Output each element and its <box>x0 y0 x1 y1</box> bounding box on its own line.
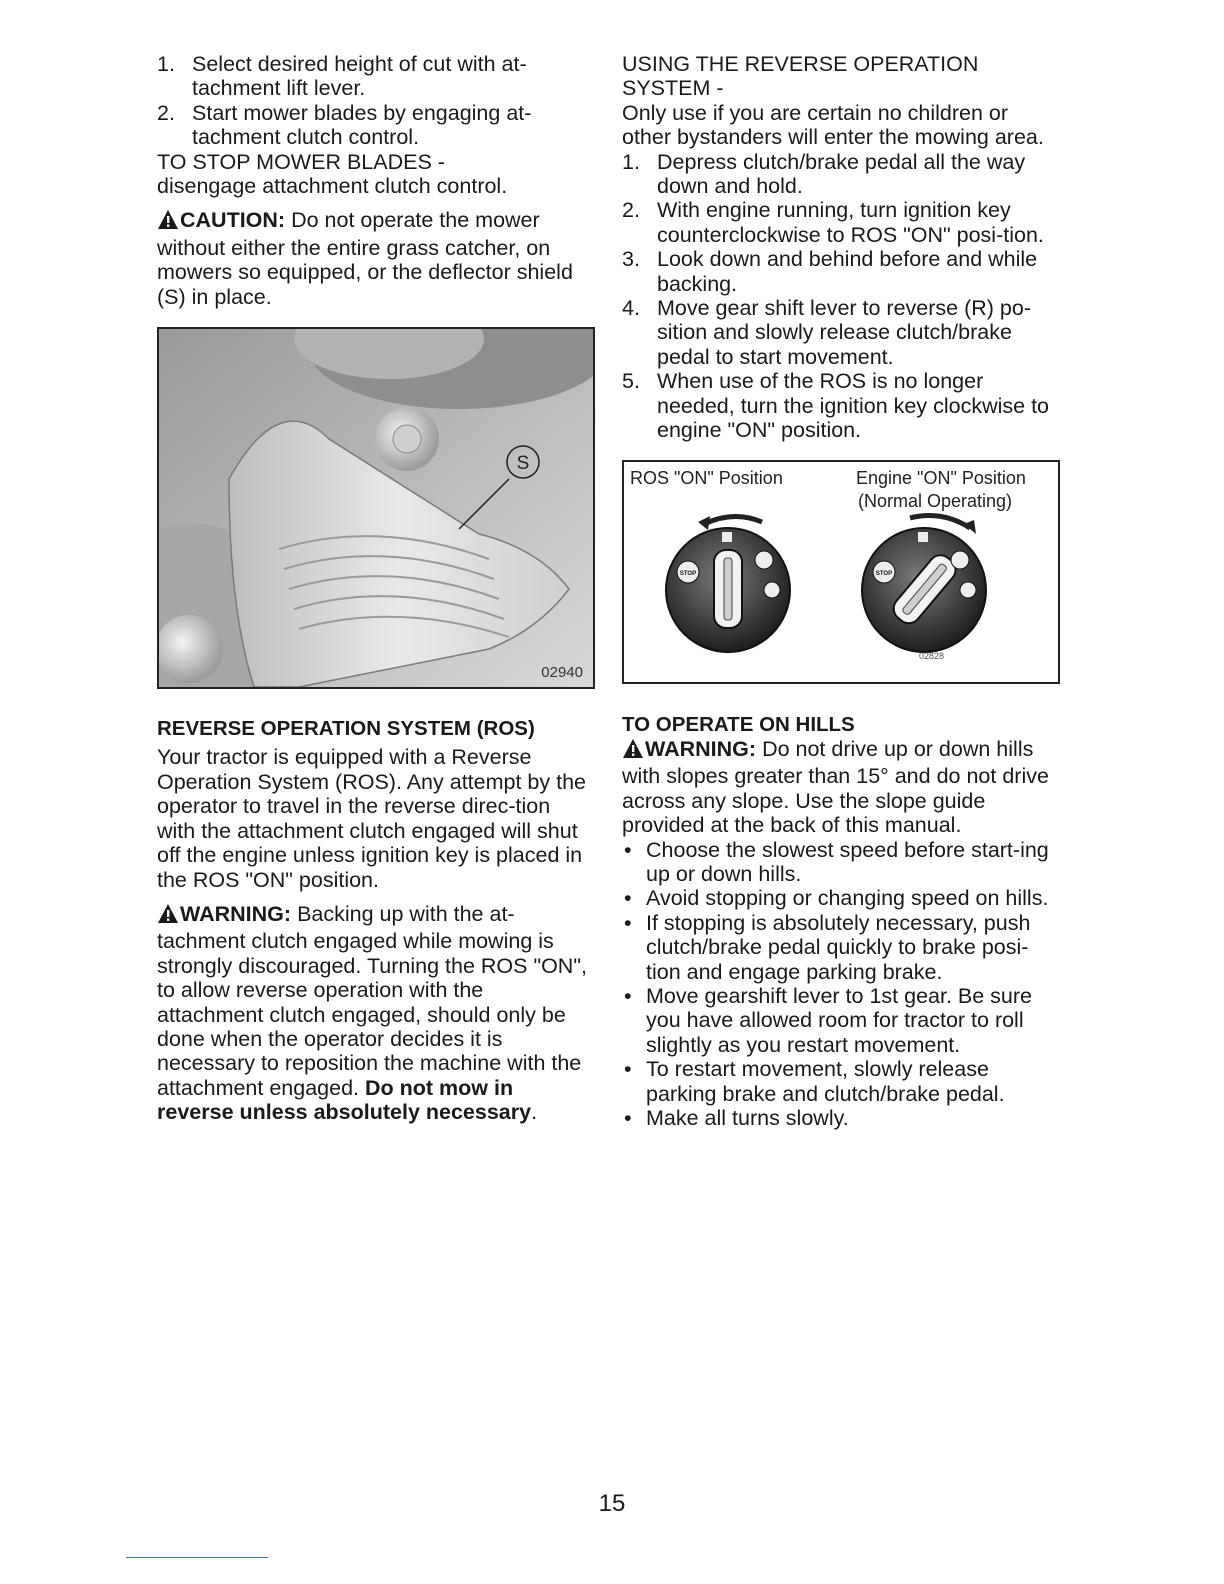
warning-triangle-icon <box>622 738 644 764</box>
warning-triangle-icon <box>157 903 179 929</box>
stop-marker-label: STOP <box>875 570 893 577</box>
callout-s-label: S <box>516 453 530 475</box>
deflector-shield-figure <box>157 327 595 689</box>
stop-marker-label: STOP <box>679 570 697 577</box>
ros-paragraph: Your tractor is equipped with a Reverse Operation System (ROS). Any attempt by the operator to travel in the reverse direc-tion with the attachment clutch engaged will shut off the engine unless ignition key is placed in the ROS "ON" position. <box>157 745 586 892</box>
list-item: 1. Depress clutch/brake pedal all the way down and hold. <box>622 149 1026 199</box>
hills-warning-text: Do not drive up or down hills with slopes greater than 15° and do not drive across any slope. Use the slope guide provided at the back of this manual. <box>622 736 1049 838</box>
hills-bullet-list <box>622 838 1062 1131</box>
ignition-key-figure <box>622 460 1060 684</box>
list-item: 5. When use of the ROS is no longer needed, turn the ignition key clockwise to engine "ON" position. <box>622 369 1050 443</box>
warning-label: WARNING: <box>645 736 757 761</box>
ros-steps <box>622 150 1062 443</box>
caution-notice <box>157 208 589 309</box>
caution-text: Do not operate the mower without either the entire grass catcher, on mowers so equipped, or the deflector shield (S) in place. <box>157 208 573 309</box>
list-item: 2. Start mower blades by engaging at-tachment clutch control. <box>157 100 532 150</box>
using-ros-heading-line2: SYSTEM - <box>622 76 724 101</box>
ros-switch <box>666 516 790 652</box>
list-item: 3. Look down and behind before and while backing. <box>622 247 1038 296</box>
warning-end: . <box>531 1100 538 1125</box>
list-item: • Move gearshift lever to 1st gear. Be sure you have allowed room for tractor to roll slightly as you restart movement. <box>624 983 1033 1057</box>
list-item: 4. Move gear shift lever to reverse (R) po-sition and slowly release clutch/brake pedal to start movement. <box>622 296 1031 369</box>
ros-warning-notice <box>157 902 589 1125</box>
list-item: • Avoid stopping or changing speed on hills. <box>624 886 1049 911</box>
figure-code: 02940 <box>541 663 583 681</box>
stop-blades-heading: TO STOP MOWER BLADES - <box>157 149 445 174</box>
using-ros-heading-line1: USING THE REVERSE OPERATION <box>622 52 979 76</box>
list-item: • To restart movement, slowly release parking brake and clutch/brake pedal. <box>624 1057 1005 1106</box>
list-item: • Make all turns slowly. <box>624 1106 849 1130</box>
left-column <box>157 52 589 1125</box>
list-item: 1. Select desired height of cut with at-tachment lift lever. <box>157 52 527 101</box>
hills-heading: TO OPERATE ON HILLS <box>622 712 855 736</box>
deflector-shield-illustration <box>159 329 593 687</box>
caution-label: CAUTION: <box>180 208 286 233</box>
figure-code: 02828 <box>919 650 945 661</box>
list-item: • Choose the slowest speed before start-ing up or down hills. <box>624 837 1049 886</box>
list-item: 2. With engine running, turn ignition key counterclockwise to ROS "ON" posi-tion. <box>622 198 1044 247</box>
ros-on-position-label: ROS "ON" Position <box>630 467 783 488</box>
bottom-rule <box>126 1557 268 1558</box>
ignition-switch-illustrations <box>624 462 1058 682</box>
list-item: • If stopping is absolutely necessary, push clutch/brake pedal quickly to brake posi-tion and engage parking brake. <box>624 910 1031 984</box>
ros-heading: REVERSE OPERATION SYSTEM (ROS) <box>157 717 535 741</box>
right-column <box>622 52 1062 1130</box>
warning-bold-text: Do not mow in reverse unless absolutely necessary <box>157 1075 532 1125</box>
engine-switch <box>862 515 986 651</box>
warning-triangle-icon <box>157 209 179 235</box>
engine-on-position-label: Engine "ON" Position <box>856 467 1026 488</box>
stop-blades-text: disengage attachment clutch control. <box>157 174 508 199</box>
warning-text: Backing up with the at-tachment clutch engaged while mowing is strongly discouraged. Turning the ROS "ON", to allow reverse operation with the attachment clutch engaged, should only be done when the operator decides it is necessary to reposition the machine with the attachment engaged. <box>157 901 587 1100</box>
warning-label: WARNING: <box>180 901 292 926</box>
page-number: 15 <box>598 1490 626 1517</box>
hills-warning-notice <box>622 737 1062 838</box>
mower-start-steps <box>157 52 589 150</box>
normal-operating-label: (Normal Operating) <box>858 490 1013 511</box>
using-ros-intro: Only use if you are certain no children or other bystanders will enter the mowing area. <box>622 100 1044 150</box>
